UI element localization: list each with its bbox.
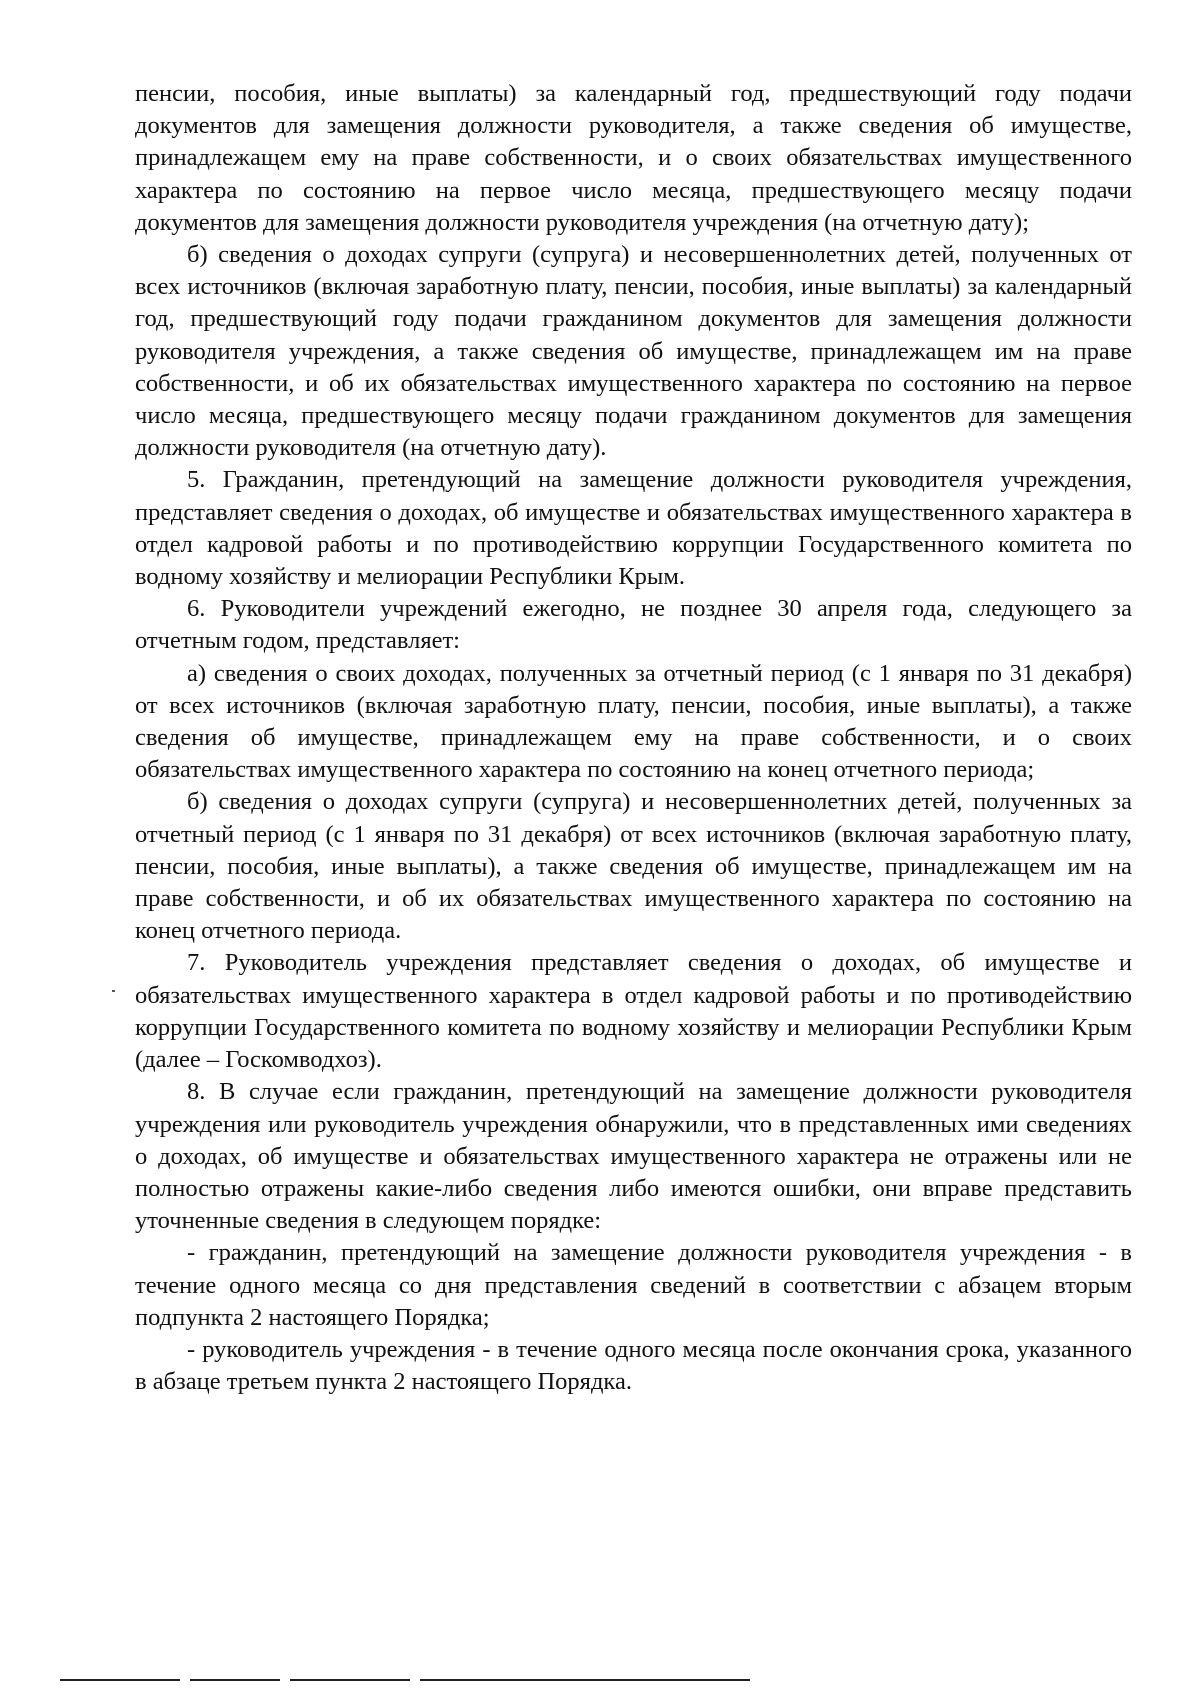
scan-mark (112, 990, 115, 992)
paragraph-dash-citizen: - гражданин, претендующий на замещение должности руководителя учреждения - в течение одного месяца со дня представления сведений в соответствии с абзацем вторым подпункта 2 настоящего Порядка; (135, 1239, 1132, 1331)
footer-line-segment (290, 1679, 410, 1681)
paragraph-subitem-b-2: б) сведения о доходах супруги (супруга) и несовершеннолетних детей, полученных за отчетный период (с 1 января по 31 декабря) от всех источников (включая заработную плату, пенсии, пособия, иные выплаты), а также сведения об имуществе, принадлежащем им на праве собственности, и об их обязательствах имущественного характера по состоянию на конец отчетного периода. (135, 788, 1132, 945)
document-body (135, 78, 1132, 1398)
paragraph-continuation: пенсии, пособия, иные выплаты) за календарный год, предшествующий году подачи документов для замещения должности руководителя, а также сведения об имуществе, принадлежащем ему на праве собственности, и о своих обязательствах имущественного характера по состоянию на первое число месяца, предшествующего месяцу подачи документов для замещения должности руководителя учреждения (на отчетную дату); (135, 80, 1132, 236)
paragraph-item-6: 6. Руководители учреждений ежегодно, не позднее 30 апреля года, следующего за отчетным годом, представляет: (135, 595, 1132, 655)
footer-line-segment (420, 1679, 750, 1681)
paragraph-subitem-a: а) сведения о своих доходах, полученных за отчетный период (с 1 января по 31 декабря) от всех источников (включая заработную плату, пенсии, пособия, иные выплаты), а также сведения об имуществе, принадлежащем ему на праве собственности, и о своих обязательствах имущественного характера по состоянию на конец отчетного периода; (135, 659, 1132, 784)
paragraph-dash-head: - руководитель учреждения - в течение одного месяца после окончания срока, указанного в абзаце третьем пункта 2 настоящего Порядка. (135, 1335, 1132, 1396)
paragraph-item-8: 8. В случае если гражданин, претендующий на замещение должности руководителя учреждения или руководитель учреждения обнаружили, что в представленных ими сведениях о доходах, об имуществе и обязательствах имущественного характера не отражены или не полностью отражены какие-либо сведения либо имеются ошибки, они вправе представить уточненные сведения в следующем порядке: (135, 1078, 1132, 1235)
paragraph-item-5: 5. Гражданин, претендующий на замещение должности руководителя учреждения, представляет сведения о доходах, об имуществе и обязательствах имущественного характера в отдел кадровой работы и по противодействию коррупции Государственного комитета по водному хозяйству и мелиорации Республики Крым. (135, 466, 1132, 591)
footer-line-segment (60, 1679, 180, 1681)
paragraph-item-7: 7. Руководитель учреждения представляет сведения о доходах, об имуществе и обязательствах имущественного характера в отдел кадровой работы и по противодействию коррупции Государственного комитета по водному хозяйству и мелиорации Республики Крым (далее – Госкомводхоз). (135, 949, 1132, 1074)
footer-line-segment (190, 1679, 280, 1681)
paragraph-subitem-b-1: б) сведения о доходах супруги (супруга) и несовершеннолетних детей, полученных от всех источников (включая заработную плату, пенсии, пособия, иные выплаты) за календарный год, предшествующий году подачи гражданином документов для замещения должности руководителя учреждения, а также сведения об имуществе, принадлежащем им на праве собственности, и об их обязательствах имущественного характера по состоянию на первое число месяца, предшествующего месяцу подачи гражданином документов для замещения должности руководителя (на отчетную дату). (135, 241, 1132, 462)
